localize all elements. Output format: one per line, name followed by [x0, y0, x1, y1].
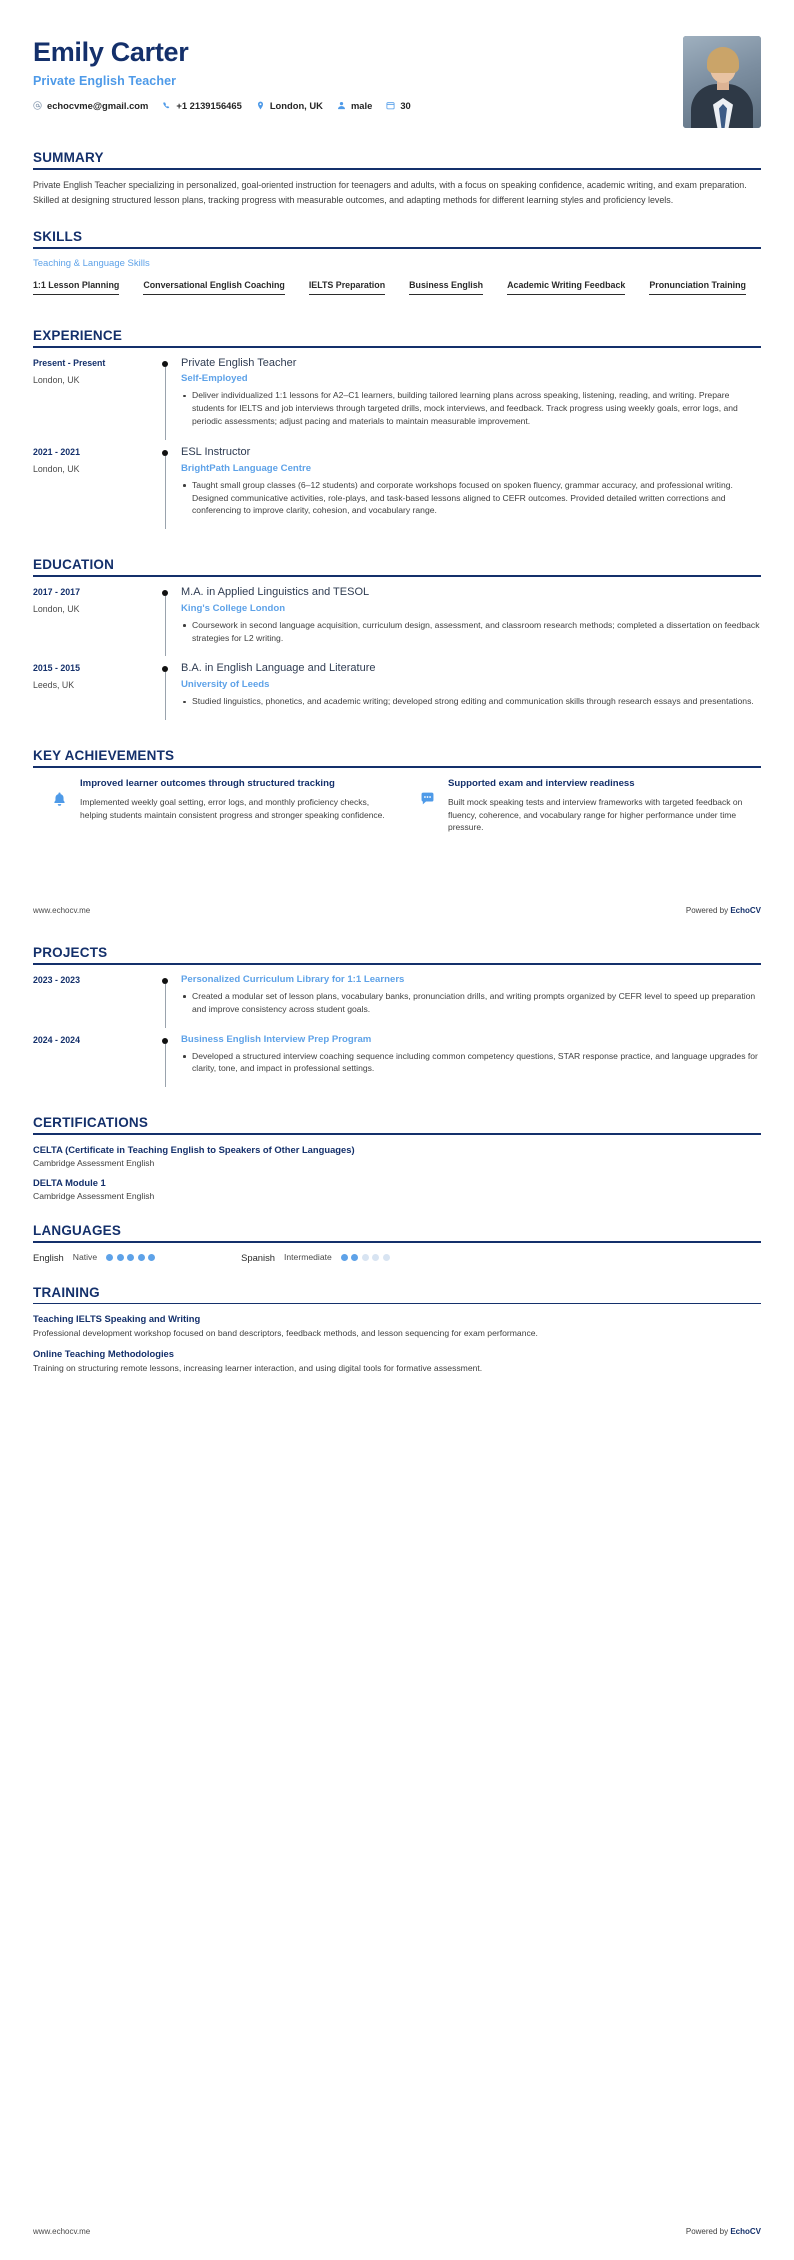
entry-bullet: Coursework in second language acquisition, curriculum design, assessment, and classroom research methods; completed a dissertation on feedback strategies for L2 writing. — [181, 619, 761, 645]
entry-location: London, UK — [33, 603, 80, 614]
achievement-description: Built mock speaking tests and interview frameworks with targeted feedback on fluency, coherence, and vocabulary range for higher performance under time pressure. — [448, 796, 743, 833]
rating-dot — [341, 1254, 348, 1261]
language-level: Native — [72, 1252, 98, 1263]
language-level: Intermediate — [284, 1252, 332, 1263]
language-rating-spanish — [341, 1254, 390, 1261]
contact-location — [256, 100, 323, 111]
entry-bullet: Created a modular set of lesson plans, vocabulary banks, pronunciation drills, and writing prompts organized by CEFR level to speed up preparation and improve consistency across student goals. — [181, 990, 761, 1016]
section-title-experience: EXPERIENCE — [33, 327, 123, 343]
entry-bullets — [181, 1050, 761, 1076]
skill-chip: Business English — [409, 280, 483, 295]
section-title-summary: SUMMARY — [33, 150, 104, 165]
entry-role: Private English Teacher — [181, 356, 297, 369]
footer-brand — [686, 906, 761, 915]
section-projects — [33, 945, 761, 1093]
timeline-rail — [153, 974, 181, 1034]
project-name: Business English Interview Prep Program — [181, 1033, 372, 1045]
section-title-skills: SKILLS — [33, 229, 83, 245]
timeline-line — [165, 672, 166, 720]
footer-brand-name: EchoCV — [730, 2227, 761, 2237]
achievement-title: Supported exam and interview readiness — [448, 777, 635, 789]
section-summary — [33, 150, 761, 207]
certification-issuer: Cambridge Assessment English — [33, 1157, 155, 1168]
avatar — [683, 36, 761, 128]
section-title-achievements: KEY ACHIEVEMENTS — [33, 748, 175, 764]
section-skills — [33, 229, 761, 306]
timeline-rail — [153, 357, 181, 446]
timeline-line — [165, 1044, 166, 1088]
entry-bullets — [181, 695, 761, 708]
training-name: Online Teaching Methodologies — [33, 1347, 174, 1359]
training-item — [33, 1313, 761, 1339]
timeline-rail — [153, 662, 181, 726]
skill-chip: Pronunciation Training — [649, 280, 746, 295]
rating-dot — [351, 1254, 358, 1261]
entry-location: Leeds, UK — [33, 680, 75, 691]
section-title-languages: LANGUAGES — [33, 1222, 122, 1238]
achievement-card — [419, 777, 761, 834]
entry-organization: BrightPath Language Centre — [181, 462, 312, 474]
rating-dot — [362, 1254, 369, 1261]
person-icon — [337, 101, 346, 110]
experience-entry — [33, 357, 761, 446]
certification-name: CELTA (Certificate in Teaching English to Speakers of Other Languages) — [33, 1143, 355, 1155]
footer-site: www.echocv.me — [33, 906, 91, 916]
contact-phone[interactable] — [162, 100, 241, 111]
rating-dot — [383, 1254, 390, 1261]
timeline-rail — [153, 446, 181, 535]
language-item-english — [33, 1252, 155, 1263]
timeline-rail — [153, 586, 181, 663]
rating-dot — [127, 1254, 134, 1261]
contact-email[interactable] — [33, 100, 148, 111]
rating-dot — [138, 1254, 145, 1261]
certification-item — [33, 1177, 761, 1201]
training-description: Training on structuring remote lessons, increasing learner interaction, and using digital tools for formative assessment. — [33, 1362, 483, 1373]
header-text-block — [33, 36, 411, 111]
certification-name: DELTA Module 1 — [33, 1176, 106, 1188]
footer-brand — [686, 2227, 761, 2236]
language-name: English — [33, 1251, 64, 1263]
experience-entry — [33, 446, 761, 535]
section-title-training: TRAINING — [33, 1284, 100, 1300]
summary-paragraph: Skilled at designing structured lesson plans, tracking progress with measurable outcomes, and adapting methods for different learning styles and proficiency levels. — [33, 194, 674, 205]
contact-gender — [337, 100, 372, 111]
language-list — [33, 1252, 761, 1263]
job-title: Private English Teacher — [33, 73, 177, 88]
section-key-achievements — [33, 748, 761, 834]
achievement-list — [33, 777, 761, 834]
entry-degree: B.A. in English Language and Literature — [181, 662, 376, 675]
contact-email-text: echocvme@gmail.com — [47, 99, 149, 111]
entry-date: 2017 - 2017 — [33, 586, 80, 597]
skill-chip: Academic Writing Feedback — [507, 280, 625, 295]
entry-bullet: Studied linguistics, phonetics, and academic writing; developed strong editing and communication skills through research essays and presentations. — [181, 695, 761, 708]
page-title: Emily Carter — [33, 37, 189, 67]
education-entry — [33, 586, 761, 663]
contact-location-text: London, UK — [269, 99, 323, 111]
language-rating-english — [106, 1254, 155, 1261]
section-languages — [33, 1223, 761, 1263]
timeline-line — [165, 984, 166, 1028]
project-name: Personalized Curriculum Library for 1:1 Learners — [181, 973, 405, 985]
achievement-description: Implemented weekly goal setting, error logs, and monthly proficiency checks, helping students maintain consistent progress and stronger speaking confidence. — [80, 796, 385, 820]
timeline-line — [165, 456, 166, 529]
entry-date: 2021 - 2021 — [33, 446, 80, 457]
rating-dot — [148, 1254, 155, 1261]
timeline-line — [165, 596, 166, 657]
section-title-education: EDUCATION — [33, 557, 115, 573]
entry-bullet: Deliver individualized 1:1 lessons for A2–C1 learners, building tailored learning plans across speaking, listening, reading, and writing. Prepare students for IELTS and job interviews through targeted drills, mock interviews, and feedback. Track progress using weekly goals, error logs, and periodic assessments; adjust pacing and materials to maintain measurable improvement. — [181, 389, 761, 428]
achievement-card — [51, 777, 393, 834]
entry-bullet: Taught small group classes (6–12 students) and corporate workshops focused on spoken fluency, grammar accuracy, and professional writing. Designed communicative activities, role-plays, and task-based lessons aligned to CEFR outcomes. Provided detailed written corrections and conferencing to improve clarity, cohesion, and vocabulary range. — [181, 479, 761, 518]
bell-icon — [51, 777, 71, 834]
entry-bullets — [181, 990, 761, 1016]
skill-group-label: Teaching & Language Skills — [33, 257, 150, 269]
entry-role: ESL Instructor — [181, 445, 251, 458]
entry-degree: M.A. in Applied Linguistics and TESOL — [181, 585, 370, 598]
footer-powered-prefix: Powered by — [685, 906, 731, 916]
entry-date: Present - Present — [33, 357, 106, 368]
training-item — [33, 1348, 761, 1374]
language-item-spanish — [241, 1252, 390, 1263]
skill-chip: Conversational English Coaching — [143, 280, 285, 295]
section-title-projects: PROJECTS — [33, 945, 108, 961]
skill-chip: IELTS Preparation — [309, 280, 385, 295]
entry-location: London, UK — [33, 463, 80, 474]
skill-chip: 1:1 Lesson Planning — [33, 280, 119, 295]
summary-paragraph: Private English Teacher specializing in personalized, goal-oriented instruction for teenagers and adults, with a focus on speaking confidence, academic writing, and exam preparation. — [33, 179, 747, 190]
entry-date: 2023 - 2023 — [33, 974, 80, 985]
certification-issuer: Cambridge Assessment English — [33, 1190, 155, 1201]
footer-powered-prefix: Powered by — [685, 2227, 731, 2237]
location-pin-icon — [256, 101, 265, 110]
page-footer — [0, 2227, 794, 2236]
rating-dot — [372, 1254, 379, 1261]
training-name: Teaching IELTS Speaking and Writing — [33, 1313, 201, 1325]
education-entry — [33, 662, 761, 726]
entry-date: 2024 - 2024 — [33, 1034, 80, 1045]
footer-brand-name: EchoCV — [730, 906, 761, 916]
contact-phone-text: +1 2139156465 — [176, 99, 242, 111]
contact-age — [386, 100, 410, 111]
skill-list — [33, 280, 761, 306]
entry-organization: Self-Employed — [181, 373, 248, 385]
rating-dot — [117, 1254, 124, 1261]
entry-location: London, UK — [33, 374, 80, 385]
entry-school: University of Leeds — [181, 679, 270, 691]
section-title-certifications: CERTIFICATIONS — [33, 1115, 149, 1131]
chat-bubble-icon — [419, 777, 439, 834]
section-training — [33, 1285, 761, 1375]
project-entry — [33, 974, 761, 1034]
project-entry — [33, 1034, 761, 1094]
entry-bullets — [181, 479, 761, 518]
phone-icon — [162, 101, 171, 110]
resume-header — [33, 0, 761, 128]
entry-bullets — [181, 619, 761, 645]
achievement-title: Improved learner outcomes through structured tracking — [80, 777, 335, 789]
contact-list — [33, 100, 411, 111]
contact-gender-text: male — [350, 99, 373, 111]
page-footer — [0, 906, 794, 915]
contact-age-text: 30 — [400, 99, 411, 111]
language-name: Spanish — [241, 1251, 275, 1263]
training-description: Professional development workshop focused on band descriptors, feedback methods, and lesson sequencing for exam performance. — [33, 1328, 538, 1339]
footer-site: www.echocv.me — [33, 2227, 91, 2237]
section-experience — [33, 328, 761, 535]
certification-item — [33, 1144, 761, 1168]
entry-school: King's College London — [181, 602, 286, 614]
section-certifications — [33, 1115, 761, 1201]
entry-bullets — [181, 389, 761, 428]
calendar-icon — [386, 101, 395, 110]
entry-date: 2015 - 2015 — [33, 663, 80, 674]
at-icon — [33, 101, 42, 110]
timeline-rail — [153, 1034, 181, 1094]
rating-dot — [106, 1254, 113, 1261]
section-education — [33, 557, 761, 726]
timeline-line — [165, 367, 166, 440]
entry-bullet: Developed a structured interview coaching sequence including common competency questions, STAR response practice, and language upgrades for clarity, tone, and impact in professional settings. — [181, 1050, 761, 1076]
